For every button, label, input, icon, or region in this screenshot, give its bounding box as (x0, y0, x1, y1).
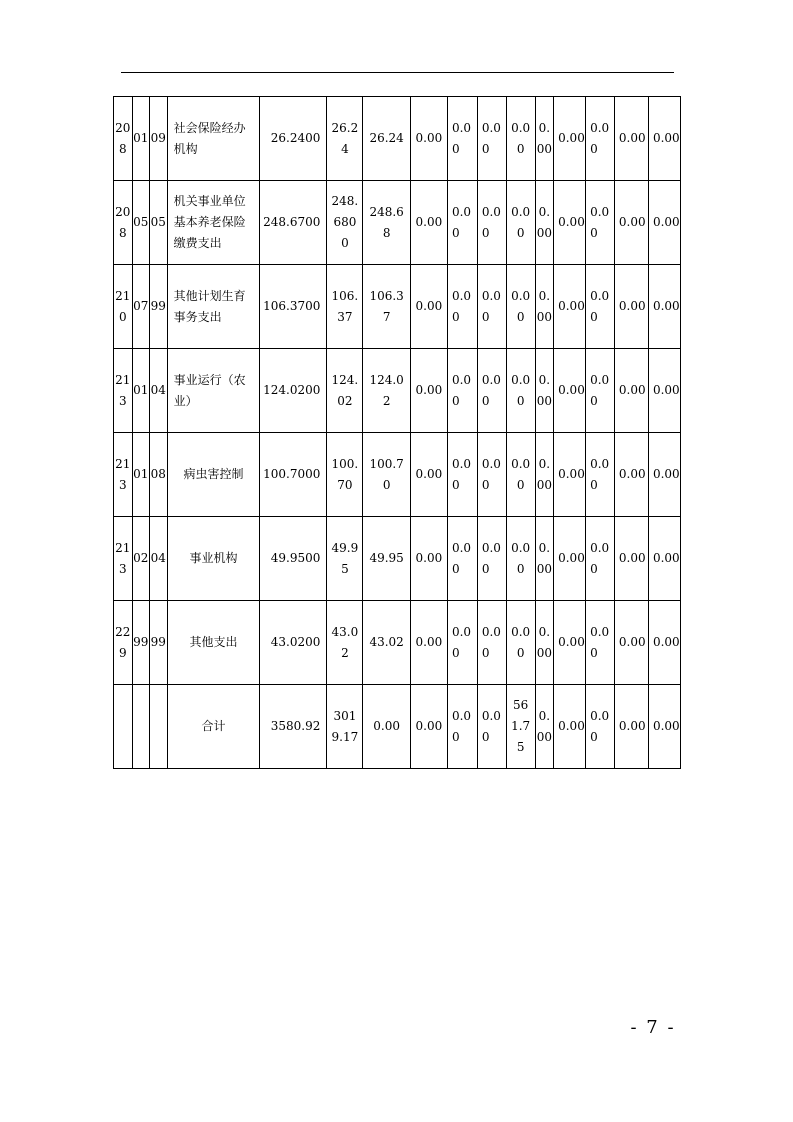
amount-cell: 0.00 (586, 433, 615, 517)
total-cell: 43.0200 (260, 601, 327, 685)
amount-cell: 0.00 (554, 433, 586, 517)
total-cell: 124.0200 (260, 349, 327, 433)
amount-cell: 0.00 (447, 181, 477, 265)
amount-cell: 0.00 (614, 265, 648, 349)
amount-cell: 0.00 (363, 685, 410, 769)
amount-cell: 0.00 (648, 601, 680, 685)
subitem-code: 05 (150, 181, 168, 265)
table-row (114, 517, 681, 601)
amount-cell: 0.00 (410, 433, 447, 517)
total-cell: 106.3700 (260, 265, 327, 349)
subject-name-text: 合计 (201, 719, 226, 733)
page-number: - 7 - (630, 1017, 676, 1038)
amount-cell: 0.00 (535, 181, 554, 265)
amount-cell: 0.00 (477, 97, 506, 181)
amount-cell: 0.00 (648, 181, 680, 265)
total-cell: 248.6700 (260, 181, 327, 265)
amount-cell: 0.00 (447, 601, 477, 685)
amount-cell: 0.00 (506, 349, 535, 433)
amount-cell: 0.00 (614, 181, 648, 265)
subject-name (167, 601, 260, 685)
amount-cell: 0.00 (506, 265, 535, 349)
amount-cell: 0.00 (614, 685, 648, 769)
amount-cell: 561.75 (506, 685, 535, 769)
amount-cell: 124.02 (363, 349, 410, 433)
subitem-code: 04 (150, 349, 168, 433)
total-cell: 100.7000 (260, 433, 327, 517)
amount-cell: 0.00 (648, 517, 680, 601)
class-code: 208 (114, 97, 133, 181)
subject-name-text: 其他计划生育事务支出 (173, 288, 246, 324)
subitem-code: 09 (150, 97, 168, 181)
amount-cell: 0.00 (477, 349, 506, 433)
amount-cell: 0.00 (614, 433, 648, 517)
table-row (114, 433, 681, 517)
total-cell: 49.9500 (260, 517, 327, 601)
amount-cell: 100.70 (363, 433, 410, 517)
item-code (132, 685, 150, 769)
amount-cell: 0.00 (535, 685, 554, 769)
amount-cell: 0.00 (554, 685, 586, 769)
amount-cell: 0.00 (447, 433, 477, 517)
amount-cell: 0.00 (554, 181, 586, 265)
amount-cell: 0.00 (554, 517, 586, 601)
total-cell: 3580.92 (260, 685, 327, 769)
class-code (114, 685, 133, 769)
amount-cell: 0.00 (586, 349, 615, 433)
amount-cell: 0.00 (410, 517, 447, 601)
class-code: 213 (114, 433, 133, 517)
amount-cell: 0.00 (586, 685, 615, 769)
amount-cell: 0.00 (410, 181, 447, 265)
amount-cell: 0.00 (535, 265, 554, 349)
subitem-code (150, 685, 168, 769)
subject-name (167, 517, 260, 601)
subitem-code: 99 (150, 601, 168, 685)
header-rule (121, 72, 674, 73)
amount-cell: 0.00 (586, 517, 615, 601)
amount-cell: 0.00 (614, 517, 648, 601)
class-code: 210 (114, 265, 133, 349)
amount-cell: 0.00 (554, 349, 586, 433)
class-code: 229 (114, 601, 133, 685)
table-row (114, 349, 681, 433)
subject-name (167, 265, 260, 349)
amount-cell: 0.00 (535, 97, 554, 181)
table-row (114, 685, 681, 769)
item-code: 02 (132, 517, 150, 601)
amount-cell: 0.00 (477, 433, 506, 517)
amount-cell: 26.24 (363, 97, 410, 181)
amount-cell: 0.00 (447, 685, 477, 769)
amount-cell: 0.00 (586, 181, 615, 265)
amount-cell: 0.00 (535, 517, 554, 601)
amount-cell: 0.00 (614, 601, 648, 685)
budget-table (113, 96, 681, 769)
subitem-code: 99 (150, 265, 168, 349)
amount-cell: 248.6800 (327, 181, 363, 265)
class-code: 208 (114, 181, 133, 265)
amount-cell: 0.00 (506, 433, 535, 517)
item-code: 05 (132, 181, 150, 265)
total-cell: 26.2400 (260, 97, 327, 181)
amount-cell: 0.00 (477, 601, 506, 685)
subject-name (167, 97, 260, 181)
amount-cell: 0.00 (648, 349, 680, 433)
subitem-code: 08 (150, 433, 168, 517)
amount-cell: 0.00 (614, 97, 648, 181)
amount-cell: 0.00 (535, 349, 554, 433)
amount-cell: 0.00 (586, 265, 615, 349)
amount-cell: 0.00 (447, 265, 477, 349)
subject-name-text: 事业机构 (189, 551, 238, 565)
amount-cell: 0.00 (410, 265, 447, 349)
amount-cell: 26.24 (327, 97, 363, 181)
amount-cell: 0.00 (648, 97, 680, 181)
subject-name-text: 病虫害控制 (183, 467, 244, 481)
subject-name (167, 181, 260, 265)
amount-cell: 106.37 (327, 265, 363, 349)
subitem-code: 04 (150, 517, 168, 601)
amount-cell: 43.02 (363, 601, 410, 685)
amount-cell: 0.00 (477, 517, 506, 601)
table-row (114, 265, 681, 349)
amount-cell: 0.00 (477, 181, 506, 265)
amount-cell: 3019.17 (327, 685, 363, 769)
amount-cell: 0.00 (554, 97, 586, 181)
item-code: 07 (132, 265, 150, 349)
amount-cell: 0.00 (648, 685, 680, 769)
amount-cell: 49.95 (363, 517, 410, 601)
amount-cell: 0.00 (648, 265, 680, 349)
amount-cell: 0.00 (586, 97, 615, 181)
amount-cell: 106.37 (363, 265, 410, 349)
item-code: 01 (132, 97, 150, 181)
subject-name (167, 433, 260, 517)
subject-name-text: 机关事业单位基本养老保险缴费支出 (173, 194, 246, 250)
table-row (114, 97, 681, 181)
table-row (114, 601, 681, 685)
amount-cell: 0.00 (506, 517, 535, 601)
amount-cell: 0.00 (410, 97, 447, 181)
amount-cell: 0.00 (506, 181, 535, 265)
amount-cell: 248.68 (363, 181, 410, 265)
subject-name-text: 事业运行（农业） (173, 372, 246, 408)
amount-cell: 124.02 (327, 349, 363, 433)
amount-cell: 0.00 (586, 601, 615, 685)
item-code: 99 (132, 601, 150, 685)
item-code: 01 (132, 433, 150, 517)
amount-cell: 43.02 (327, 601, 363, 685)
amount-cell: 0.00 (648, 433, 680, 517)
class-code: 213 (114, 349, 133, 433)
item-code: 01 (132, 349, 150, 433)
amount-cell: 0.00 (535, 433, 554, 517)
subject-name-text: 其他支出 (189, 635, 238, 649)
amount-cell: 0.00 (447, 517, 477, 601)
amount-cell: 0.00 (554, 601, 586, 685)
subject-name-text: 社会保险经办机构 (173, 120, 246, 156)
subject-name (167, 685, 260, 769)
amount-cell: 0.00 (614, 349, 648, 433)
amount-cell: 0.00 (410, 685, 447, 769)
amount-cell: 0.00 (410, 601, 447, 685)
amount-cell: 0.00 (506, 601, 535, 685)
amount-cell: 0.00 (477, 265, 506, 349)
amount-cell: 0.00 (447, 97, 477, 181)
amount-cell: 0.00 (447, 349, 477, 433)
subject-name (167, 349, 260, 433)
amount-cell: 0.00 (506, 97, 535, 181)
amount-cell: 0.00 (410, 349, 447, 433)
class-code: 213 (114, 517, 133, 601)
amount-cell: 0.00 (535, 601, 554, 685)
amount-cell: 100.70 (327, 433, 363, 517)
amount-cell: 0.00 (477, 685, 506, 769)
amount-cell: 49.95 (327, 517, 363, 601)
amount-cell: 0.00 (554, 265, 586, 349)
table-row (114, 181, 681, 265)
